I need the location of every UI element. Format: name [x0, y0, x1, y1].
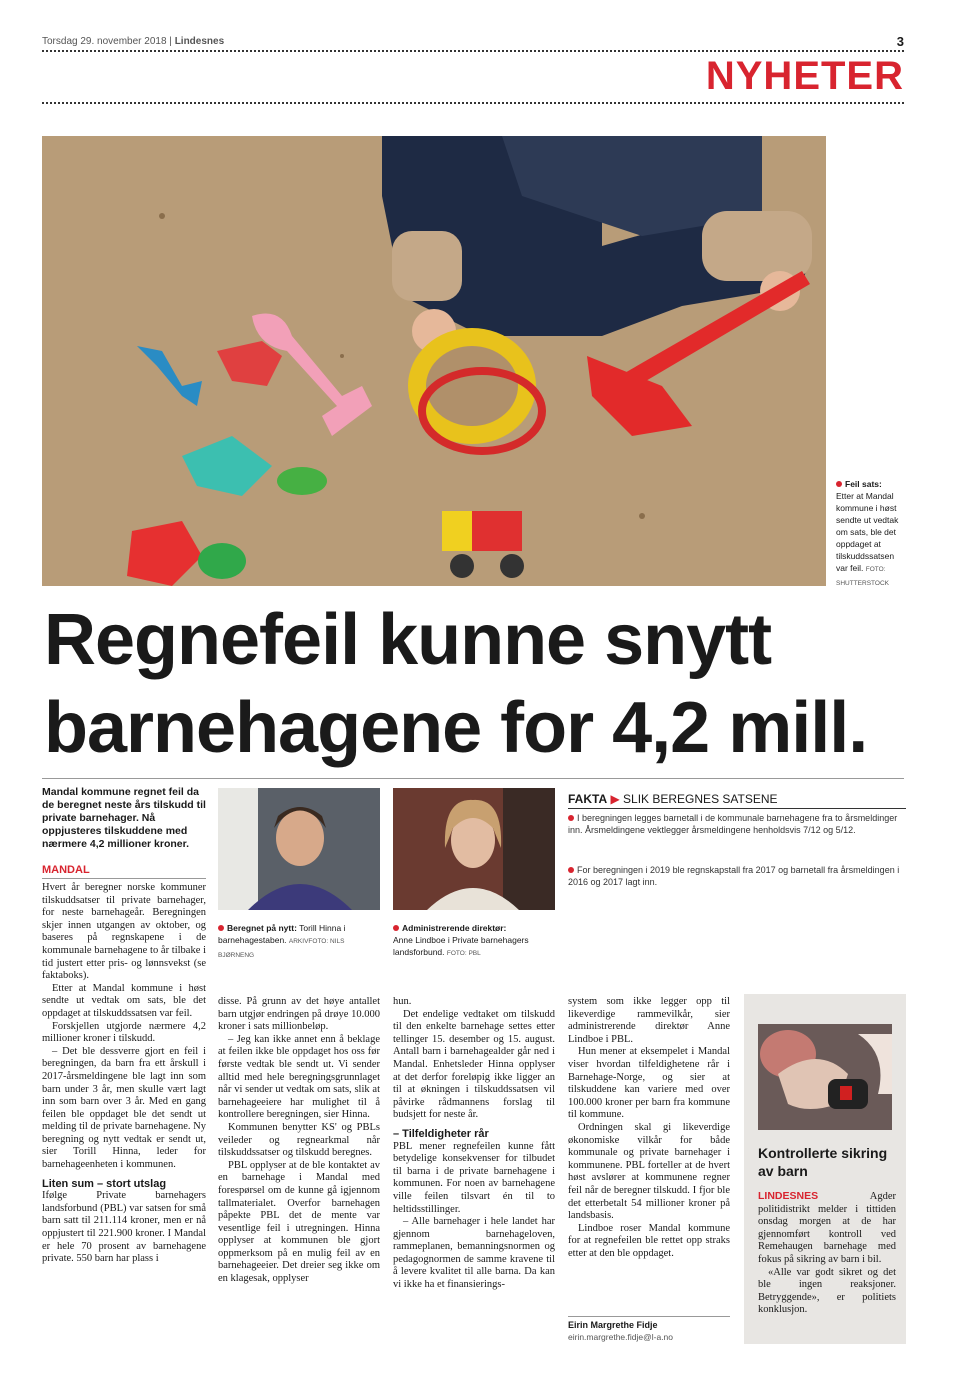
bullet-icon [568, 815, 574, 821]
paragraph: PBL opplyser at de ble kontaktet av en barnehage i Mandal med forespørsel om de kunne gå igjennom tallmaterialet. Overfor barnehagen påpekte PBL det de mente var vesentlige feil i utregningen. Hinna opplyser at kommunen ble gjort oppmerksom på en mulig feil av en barnehageeier. Det dreier seg ikke om en klagesak, opplyser [218, 1159, 380, 1285]
fact-box-item: I beregningen legges barnetall i de kommunale barnehagene fra to årsmeldinger inn. Årsmeldingene vektlegger årsmeldingene henholdsvis 7/12 og 5/12. [568, 813, 898, 835]
paragraph: PBL mener regnefeilen kunne fått betydelige konsekvenser for tilbudet til barna i de private barnehagene i kommunen. For noen av barnehagene ville feilen tilsvart én til to heltidsstillinger. [393, 1140, 555, 1215]
subheading: – Tilfeldigheter rår [393, 1127, 489, 1140]
portrait-torill-hinna [218, 788, 380, 910]
headline: Regnefeil kunne snytt barnehagene for 4,2 mill. [44, 600, 868, 768]
fact-box-header: FAKTA ▶ SLIK BEREGNES SATSENE [568, 792, 906, 809]
article-column-1 [42, 882, 206, 1266]
paragraph: – Jeg kan ikke annet enn å beklage at feilen ikke ble oppdaget hos oss før første vedtak ble sendt ut. Vi sender alltid med hele beregningsgrunnlaget når vi sender ut vedtak om sats, slik at barnehageeiere har mulighet til å kontrollere beregningen, sier Hinna. [218, 1033, 380, 1121]
main-photo [42, 136, 826, 586]
car-seat-photo-icon [758, 1024, 892, 1130]
portrait1-caption: Beregnet på nytt: Torill Hinna i barnehagestaben. ARKIVFOTO: NILS BJØRNENG [218, 923, 346, 959]
paragraph: – Alle barnehager i hele landet har gjennom barnehageloven, rammeplanen, bemanningsnormen og pedagognormen de samme kravene til å levere kvalitet til alle barna. Da kan vi ikke ha et finansierings- [393, 1216, 555, 1291]
paragraph: disse. På grunn av det høye antallet barn utgjør endringen på drøye 10.000 kroner i sats millionbeløp. [218, 996, 380, 1033]
fact-box-item: For beregningen i 2019 ble regnskapstall fra 2017 og barnetall fra årsmeldingen i 2016 og 2017 lagt inn. [568, 865, 900, 887]
bullet-icon [218, 925, 224, 931]
paragraph: Etter at Mandal kommune i høst sendte ut vedtak om sats, ble det oppdaget at tilskuddssatsen var feil. [42, 982, 206, 1019]
brief-photo [758, 1024, 892, 1130]
paragraph: Forskjellen utgjorde nærmere 4,2 millioner kroner i tilskudd. [42, 1020, 206, 1045]
paragraph: Det endelige vedtaket om tilskudd til den enkelte barnehage settes etter tellinger 15. desember og 15. august. Antall barn i barnehagealder går ned i Mandal. Enhetsleder Hinna opplyser at det derfor foreløpig ikke ligger an til at økningen i tilskuddssatsen vil påvirke rådmannens forslag til budsjett for neste år. [393, 1008, 555, 1121]
person-photo-icon [218, 788, 380, 910]
issue-date: Torsdag 29. november 2018 | Lindesnes [42, 36, 225, 47]
byline-name: Eirin Margrethe Fidje [568, 1320, 658, 1330]
page-number: 3 [896, 34, 904, 49]
portrait-anne-lindboe [393, 788, 555, 910]
paragraph: Ordningen skal gi likeverdige økonomiske vilkår for både kommunale og private barnehager i kommunene. PBL forteller at de hvert høst avslører at kommunene regner feil når de beregner tilskudd. I fjor ble det etterbetalt 54 millioner kroner på landsbasis. [568, 1121, 730, 1222]
paragraph: – Det ble dessverre gjort en feil i beregningen, da barn fra ett årskull i 2017-årsmeldingene ble lagt inn som barn under 3 år, men skulle vært lagt inn som barn over 3 år. Med en gang feilen ble oppdaget ble det sendt ut melding til de private barnehagene. Ny beregning og nytt vedtak er sendt ut, sier Torill Hinna, leder for barnehageenheten i kommunen. [42, 1045, 206, 1171]
paragraph: Lindboe roser Mandal kommune for at regnefeilen ble rettet opp straks etter at den ble oppdaget. [568, 1222, 730, 1259]
brief-body [758, 1190, 896, 1317]
article-column-4 [568, 996, 730, 1260]
section-divider [42, 102, 904, 104]
paragraph: Ifølge Private barnehagers landsforbund (PBL) var satsen for små barn satt til 211.114 kroner, men er nå oppjustert til 221.900 kroner. I Mandal er hele 70 prosent av barnehagene private. 550 barn har plass i [42, 1190, 206, 1265]
photo-caption: Feil sats: Etter at Mandal kommune i høst sendte ut vedtak om sats, ble det oppdaget at tilskuddssatsen var feil. FOTO: SHUTTERSTOCK [836, 479, 899, 587]
top-divider [42, 50, 904, 52]
article-column-3 [393, 996, 555, 1292]
paragraph: Kommunen benytter KS' og PBLs veileder og regnearkmal når tilskuddssatser og tilskudd beregnes. [218, 1121, 380, 1159]
sandbox-toys-illustration [42, 136, 826, 586]
subheading: Liten sum – stort utslag [42, 1177, 167, 1190]
paragraph: Hvert år beregner norske kommuner tilskuddsatser til private barnehager, for neste barnehageår. Beregningen skjer innen utgangen av oktober, og baseres på regnskapene i de kommunale barnehagene to år tilbake i tid justert etter pris- og lønnsvekst (se faktaboks). [42, 882, 206, 982]
brief-title: Kontrollerte sikring av barn [758, 1145, 888, 1179]
paragraph: «Alle var godt sikret og det ble ingen reaksjoner. Betryggende», er politiets konklusjon. [758, 1266, 896, 1316]
person-photo-icon [393, 788, 555, 910]
lead-paragraph: Mandal kommune regnet feil da de beregnet neste års tilskudd til private barnehager. Nå oppjusteres tilskuddene med nærmere 4,2 millioner kroner. [42, 786, 206, 850]
headline-divider [42, 778, 904, 779]
paragraph: hun. [393, 996, 412, 1007]
news-brief-box [744, 994, 906, 1344]
bullet-icon [836, 481, 842, 487]
section-title: NYHETER [705, 54, 904, 98]
bullet-icon [568, 867, 574, 873]
byline-email[interactable]: eirin.margrethe.fidje@l-a.no [568, 1332, 674, 1342]
arrow-icon: ▶ [610, 792, 620, 806]
article-column-2 [218, 996, 380, 1286]
paragraph: Hun mener at eksempelet i Mandal viser hvordan tilfeldighetene rår i Barnehage-Norge, og sier at tilskuddene kan variere med over 100.000 kroner per barn fra kommune til kommune. [568, 1046, 730, 1121]
paragraph: LINDESNES Agder politidistrikt melder i tittiden onsdag morgen at de har gjennomført kontroll ved Remehaugen barnehage med fokus på sikring av barn i bil. [758, 1190, 896, 1265]
paragraph: system som ikke legger opp til likeverdige rammevilkår, sier administrerende direktør Anne Lindboe i PBL. [568, 996, 730, 1045]
bullet-icon [393, 925, 399, 931]
portrait2-caption: Administrerende direktør: Anne Lindboe i Private barnehagers landsforbund. FOTO: PBL [393, 923, 529, 957]
byline-rule [568, 1316, 730, 1317]
dateline-kicker: MANDAL [42, 864, 90, 876]
kicker-rule [42, 878, 206, 879]
